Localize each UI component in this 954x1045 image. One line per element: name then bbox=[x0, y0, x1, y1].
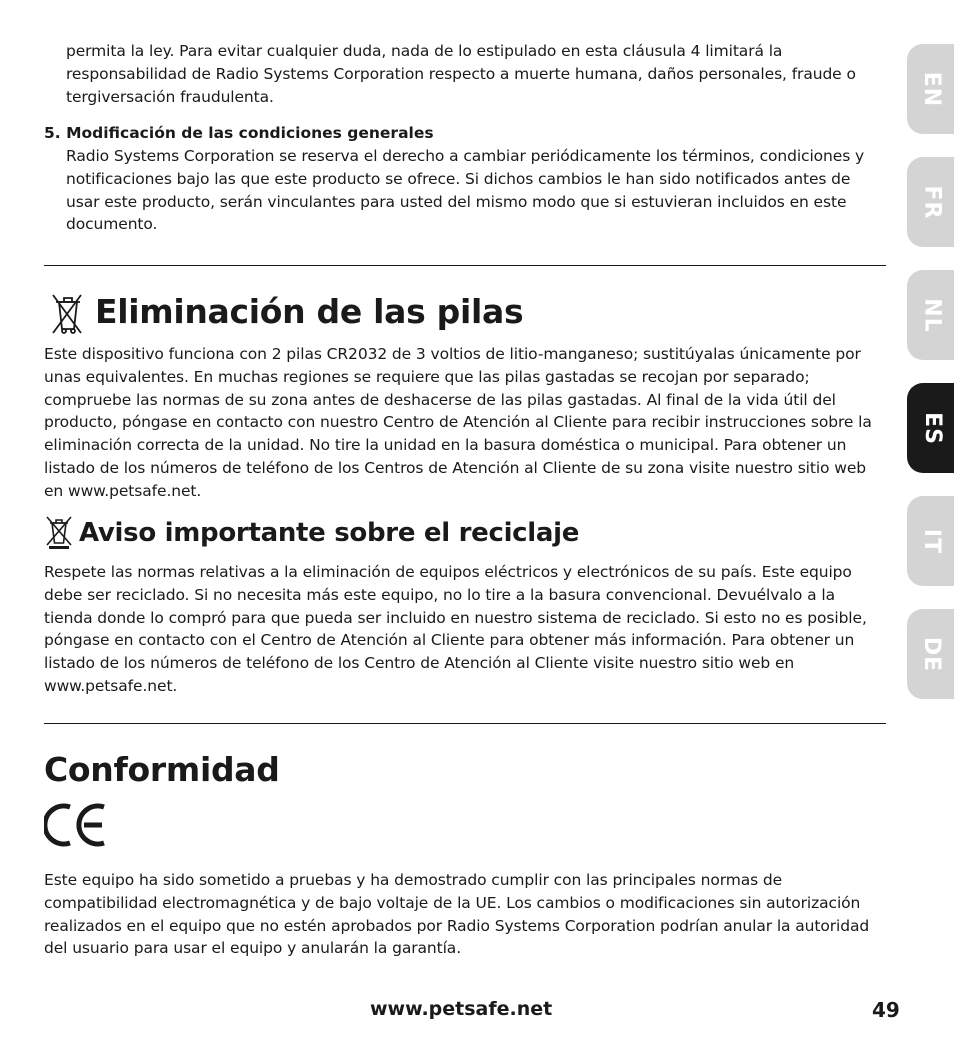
language-tab-nl[interactable]: NL bbox=[907, 270, 954, 360]
footer-url: www.petsafe.net bbox=[370, 998, 553, 1020]
section-5-heading: 5. Modificación de las condiciones generales bbox=[44, 124, 434, 142]
battery-disposal-title: Eliminación de las pilas bbox=[95, 292, 524, 331]
divider bbox=[44, 265, 886, 266]
section-5-body: Radio Systems Corporation se reserva el derecho a cambiar periódicamente los términos, condiciones y notificaciones bajo las que este producto se ofrece. Si dichos cambios le han sido notificados antes de usar este producto, serán vinculantes para usted del mismo modo que si estuvieran incluidos en este documento. bbox=[66, 147, 865, 234]
ce-mark-icon bbox=[44, 802, 110, 848]
crossed-bin-icon bbox=[50, 292, 84, 334]
language-tab-en[interactable]: EN bbox=[907, 44, 954, 134]
conformity-heading: Conformidad bbox=[44, 750, 280, 789]
language-tab-de[interactable]: DE bbox=[907, 609, 954, 699]
language-tab-fr[interactable]: FR bbox=[907, 157, 954, 247]
battery-disposal-body: Este dispositivo funciona con 2 pilas CR2032 de 3 voltios de litio-manganeso; sustitúyalas únicamente por unas equivalentes. En muchas regiones se requiere que las pilas gastadas se recojan por separado; compruebe las normas de su zona antes de deshacerse de las pilas gastadas. Al final de la vida útil del producto, póngase en contacto con nuestro Centro de Atención al Cliente para recibir instrucciones sobre la eliminación correcta de la unidad. No tire la unidad en la basura doméstica o municipal. Para obtener un listado de los números de teléfono de los Centros de Atención al Cliente de su zona visite nuestro sitio web en www.petsafe.net. bbox=[44, 345, 872, 500]
recycling-title: Aviso importante sobre el reciclaje bbox=[79, 518, 580, 548]
conformity-body: Este equipo ha sido sometido a pruebas y ha demostrado cumplir con las principales normas de compatibilidad electromagnética y de bajo voltaje de la UE. Los cambios o modificaciones sin autorización realizados en el equipo que no estén aprobados por Radio Systems Corporation podrían anular la autoridad del usuario para usar el equipo y anularán la garantía. bbox=[44, 871, 870, 958]
intro-paragraph: permita la ley. Para evitar cualquier duda, nada de lo estipulado en esta cláusula 4 limitará la responsabilidad de Radio Systems Corporation respecto a muerte humana, daños personales, fraude o tergiversación fraudulenta. bbox=[66, 42, 856, 106]
divider bbox=[44, 723, 886, 724]
crossed-bin-icon bbox=[45, 515, 73, 549]
language-tab-it[interactable]: IT bbox=[907, 496, 954, 586]
page-number: 49 bbox=[872, 998, 900, 1022]
recycling-body: Respete las normas relativas a la eliminación de equipos eléctricos y electrónicos de su país. Este equipo debe ser reciclado. Si no necesita más este equipo, no lo tire a la basura convencional. Devuélvalo a la tienda donde lo compró para que pueda ser incluido en nuestro sistema de reciclado. Si esto no es posible, póngase en contacto con el Centro de Atención al Cliente para obtener más información. Para obtener un listado de los números de teléfono de los Centro de Atención al Cliente visite nuestro sitio web en www.petsafe.net. bbox=[44, 563, 867, 695]
language-tab-es[interactable]: ES bbox=[907, 383, 954, 473]
